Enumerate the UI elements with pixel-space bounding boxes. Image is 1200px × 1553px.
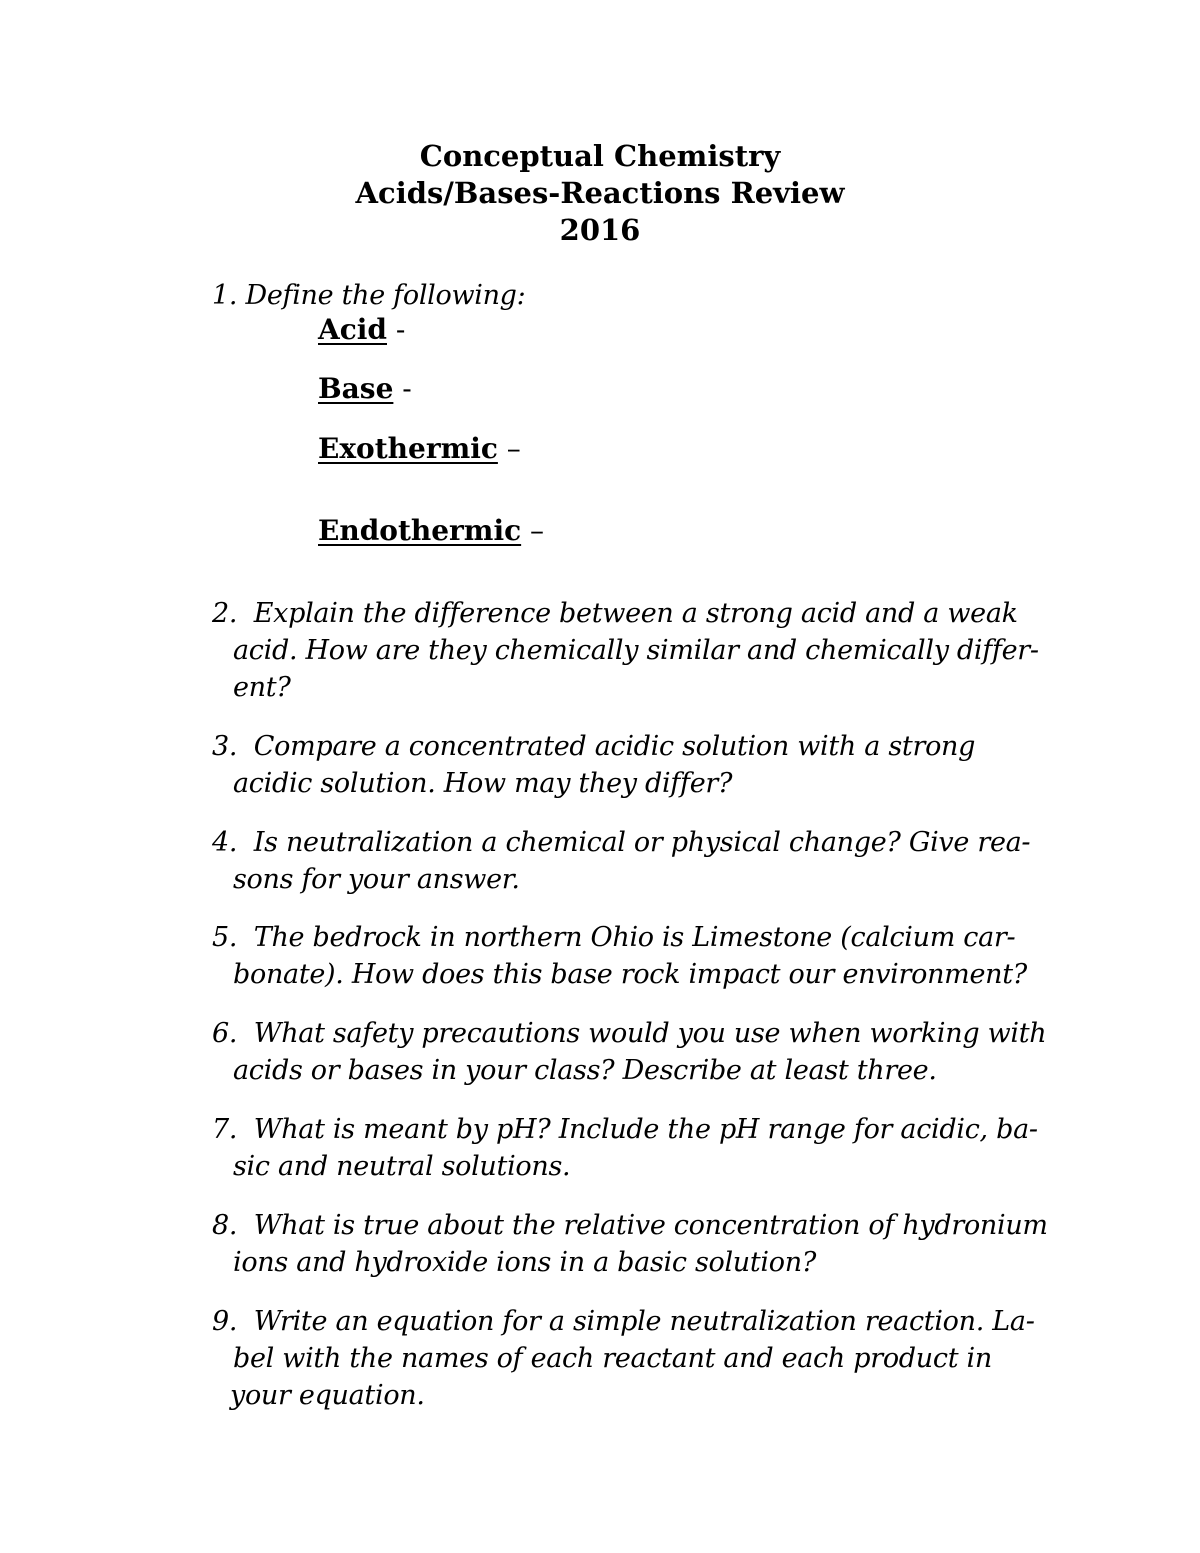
question-number: 8.	[212, 1210, 238, 1241]
term-acid	[318, 312, 405, 348]
question-line: acid. How are they chemically similar and chemically differ-	[233, 635, 1039, 666]
question-5	[212, 919, 1042, 993]
term-dash: -	[387, 313, 406, 346]
question-text: Define the following:	[245, 280, 526, 311]
question-line: Write an equation for a simple neutralization reaction. La-	[253, 1306, 1035, 1337]
question-line: sic and neutral solutions.	[233, 1151, 571, 1182]
question-line: bel with the names of each reactant and each product in	[233, 1343, 992, 1374]
term-word: Exothermic	[318, 432, 498, 465]
question-line: bonate). How does this base rock impact our environment?	[233, 959, 1027, 990]
term-base	[318, 371, 412, 407]
term-dash: -	[393, 372, 412, 405]
question-8	[212, 1207, 1048, 1281]
question-4	[212, 824, 1042, 898]
question-line: The bedrock in northern Ohio is Limestone (calcium car-	[253, 922, 1016, 953]
question-line: ent?	[233, 672, 291, 703]
term-endothermic	[318, 513, 544, 549]
question-2	[212, 595, 1042, 706]
question-line: your equation.	[230, 1380, 425, 1411]
term-word: Base	[318, 372, 394, 405]
question-1	[212, 277, 1042, 314]
question-line: What safety precautions would you use when working with	[253, 1018, 1047, 1049]
question-number: 3.	[212, 731, 238, 762]
question-line: What is meant by pH? Include the pH range for acidic, ba-	[253, 1114, 1038, 1145]
question-line: Explain the difference between a strong acid and a weak	[253, 598, 1018, 629]
question-number: 7.	[212, 1114, 238, 1145]
question-7	[212, 1111, 1042, 1185]
worksheet-subtitle: Acids/Bases-Reactions Review	[355, 176, 845, 210]
question-line: Compare a concentrated acidic solution with a strong	[253, 731, 976, 762]
term-word: Acid	[318, 313, 387, 346]
question-number: 6.	[212, 1018, 238, 1049]
course-title: Conceptual Chemistry	[419, 139, 781, 173]
question-number: 2.	[212, 598, 238, 629]
question-number: 9.	[212, 1306, 238, 1337]
question-3	[212, 728, 1042, 802]
question-line: sons for your answer.	[233, 864, 520, 895]
question-number: 4.	[212, 827, 238, 858]
question-line: acidic solution. How may they differ?	[233, 768, 733, 799]
term-word: Endothermic	[318, 514, 522, 547]
question-number: 5.	[212, 922, 238, 953]
question-line: Is neutralization a chemical or physical change? Give rea-	[253, 827, 1031, 858]
title-block	[0, 138, 1200, 249]
question-line: What is true about the relative concentration of hydronium	[253, 1210, 1048, 1241]
term-exothermic	[318, 431, 521, 467]
term-dash: –	[521, 514, 545, 547]
question-line: acids or bases in your class? Describe at least three.	[233, 1055, 937, 1086]
question-number: 1.	[212, 280, 238, 311]
term-dash: –	[497, 432, 521, 465]
question-line: ions and hydroxide ions in a basic solution?	[233, 1247, 816, 1278]
worksheet-year: 2016	[559, 213, 641, 247]
question-6	[212, 1015, 1047, 1089]
question-9	[212, 1303, 1042, 1414]
